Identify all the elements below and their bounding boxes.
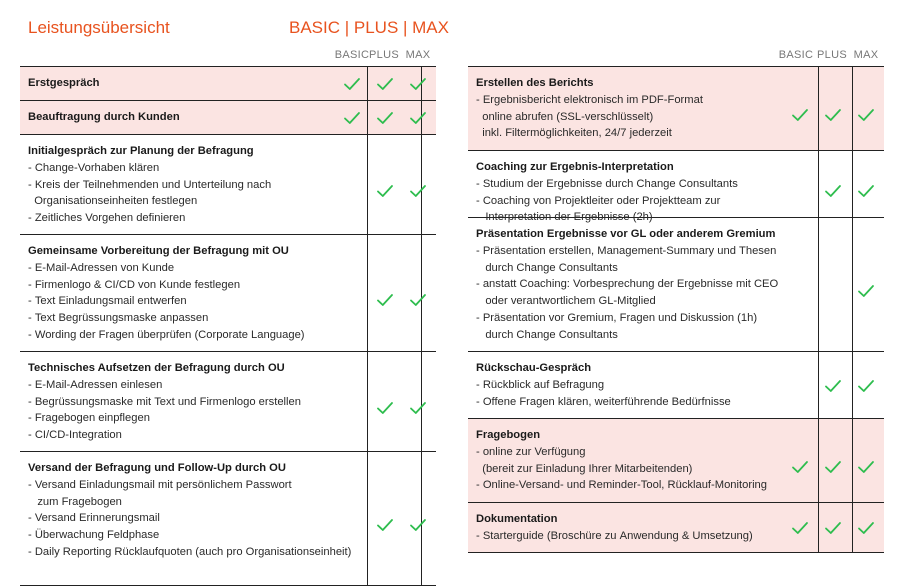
service-row: [468, 67, 884, 151]
service-detail: - Präsentation erstellen, Management-Summary und Thesen: [476, 244, 777, 257]
check-icon-basic: [335, 74, 369, 94]
service-detail: - Firmenlogo & CI/CD von Kunde festlegen: [28, 278, 241, 291]
service-title: Erstgespräch: [28, 77, 100, 90]
service-detail: - E-Mail-Adressen von Kunde: [28, 261, 175, 274]
check-icon-max: [401, 290, 435, 310]
check-icon-max: [401, 181, 435, 201]
check-icon-plus: [816, 518, 850, 538]
service-text: [476, 159, 780, 226]
tier-label-plus: PLUS: [369, 49, 399, 61]
column-divider: [818, 218, 819, 351]
service-detail: Organisationseinheiten festlegen: [28, 195, 198, 208]
check-icon-basic: [335, 108, 369, 128]
tier-label-max: MAX: [853, 49, 879, 61]
service-detail: Interpretation der Ergebnisse (2h): [476, 211, 653, 224]
check-icon-max: [849, 457, 883, 477]
service-detail: - Rückblick auf Befragung: [476, 378, 605, 391]
service-detail: - Change-Vorhaben klären: [28, 161, 160, 174]
page-title: Leistungsübersicht: [28, 18, 170, 37]
service-text: [28, 143, 332, 227]
service-title: Fragebogen: [476, 429, 541, 441]
service-detail: - online zur Verfügung: [476, 445, 586, 458]
check-icon-max: [401, 108, 435, 128]
service-row: [20, 135, 436, 235]
tier-label-max: MAX: [405, 49, 431, 61]
service-title: Technisches Aufsetzen der Befragung durch OU: [28, 362, 285, 374]
service-detail: - Wording der Fragen überprüfen (Corporate Language): [28, 328, 305, 341]
check-icon-plus: [368, 515, 402, 535]
service-title: Coaching zur Ergebnis-Interpretation: [476, 161, 674, 173]
service-detail: - Versand Einladungsmail mit persönlichem Passwort: [28, 478, 292, 491]
service-detail: zum Fragebogen: [28, 495, 122, 508]
service-title: Versand der Befragung und Follow-Up durch OU: [28, 462, 286, 474]
service-text: [28, 243, 332, 344]
service-detail: - CI/CD-Integration: [28, 429, 122, 442]
check-icon-plus: [368, 74, 402, 94]
service-detail: inkl. Filtermöglichkeiten, 24/7 jederzeit: [476, 127, 672, 140]
service-detail: - Daily Reporting Rücklaufquoten (auch pro Organisationseinheit): [28, 545, 352, 558]
check-icon-max: [401, 398, 435, 418]
service-text: [476, 427, 780, 494]
service-text: [476, 75, 780, 142]
service-row: [20, 235, 436, 352]
check-icon-max: [401, 515, 435, 535]
service-title: Gemeinsame Vorbereitung der Befragung mit OU: [28, 245, 289, 257]
service-text: [28, 460, 352, 561]
service-detail: - Text Einladungsmail entwerfen: [28, 295, 187, 308]
service-row: [468, 151, 884, 224]
check-icon-plus: [368, 181, 402, 201]
service-text: [28, 101, 332, 134]
service-detail: - Fragebogen einpflegen: [28, 412, 150, 425]
check-icon-max: [849, 518, 883, 538]
service-title: Präsentation Ergebnisse vor GL oder anderem Gremium: [476, 228, 776, 240]
service-detail: - E-Mail-Adressen einlesen: [28, 378, 163, 391]
tier-heading: BASIC | PLUS | MAX: [289, 18, 449, 37]
service-title: Dokumentation: [476, 513, 558, 525]
service-detail: - Begrüssungsmaske mit Text und Firmenlogo erstellen: [28, 395, 301, 408]
service-text: [476, 360, 780, 410]
check-icon-plus: [368, 290, 402, 310]
service-detail: - Text Begrüssungsmaske anpassen: [28, 312, 209, 325]
service-title: Erstellen des Berichts: [476, 77, 594, 89]
service-text: [28, 360, 332, 444]
service-row: [468, 419, 884, 503]
service-row: [20, 101, 436, 135]
service-text: [476, 226, 780, 344]
check-icon-max: [401, 74, 435, 94]
check-icon-basic: [783, 457, 817, 477]
tier-label-plus: PLUS: [817, 49, 847, 61]
service-detail: - Überwachung Feldphase: [28, 529, 160, 542]
service-detail: - Studium der Ergebnisse durch Change Consultants: [476, 177, 738, 190]
check-icon-plus: [816, 105, 850, 125]
service-row: [20, 352, 436, 452]
check-icon-plus: [816, 181, 850, 201]
check-icon-max: [849, 376, 883, 396]
service-text: [476, 511, 780, 545]
check-icon-plus: [368, 108, 402, 128]
service-detail: - Zeitliches Vorgehen definieren: [28, 212, 186, 225]
service-row: [20, 67, 436, 101]
check-icon-plus: [816, 457, 850, 477]
check-icon-plus: [368, 398, 402, 418]
service-detail: - Starterguide (Broschüre zu Anwendung & Umsetzung): [476, 529, 753, 542]
check-icon-plus: [816, 376, 850, 396]
service-row: [20, 452, 436, 586]
service-detail: - Kreis der Teilnehmenden und Unterteilung nach: [28, 178, 272, 191]
service-detail: (bereit zur Einladung Ihrer Mitarbeitenden): [476, 462, 693, 475]
check-icon-basic: [783, 105, 817, 125]
service-detail: - Präsentation vor Gremium, Fragen und Diskussion (1h): [476, 311, 758, 324]
service-detail: - Coaching von Projektleiter oder Projektteam zur: [476, 194, 721, 207]
service-title: Rückschau-Gespräch: [476, 362, 592, 374]
service-title: Initialgespräch zur Planung der Befragung: [28, 145, 254, 157]
service-row: [468, 352, 884, 419]
service-title: Beauftragung durch Kunden: [28, 111, 180, 124]
tier-label-basic: BASIC: [334, 49, 370, 61]
check-icon-basic: [783, 518, 817, 538]
service-detail: oder verantwortlichem GL-Mitglied: [476, 295, 656, 308]
service-detail: - Versand Erinnerungsmail: [28, 512, 160, 525]
service-row: [468, 218, 884, 352]
check-icon-max: [849, 181, 883, 201]
service-text: [28, 67, 332, 100]
service-detail: - Offene Fragen klären, weiterführende Bedürfnisse: [476, 395, 731, 408]
service-detail: durch Change Consultants: [476, 328, 618, 341]
services-table-left: [20, 66, 436, 586]
check-icon-max: [849, 105, 883, 125]
tier-label-basic: BASIC: [778, 49, 814, 61]
check-icon-max: [849, 281, 883, 301]
service-detail: durch Change Consultants: [476, 261, 618, 274]
service-detail: - anstatt Coaching: Vorbesprechung der Ergebnisse mit CEO: [476, 278, 779, 291]
service-detail: - Ergebnisbericht elektronisch im PDF-Format: [476, 93, 703, 106]
service-detail: - Online-Versand- und Reminder-Tool, Rücklauf-Monitoring: [476, 479, 768, 492]
services-table-right: [468, 66, 884, 553]
service-row: [468, 503, 884, 553]
service-detail: online abrufen (SSL-verschlüsselt): [476, 110, 654, 123]
